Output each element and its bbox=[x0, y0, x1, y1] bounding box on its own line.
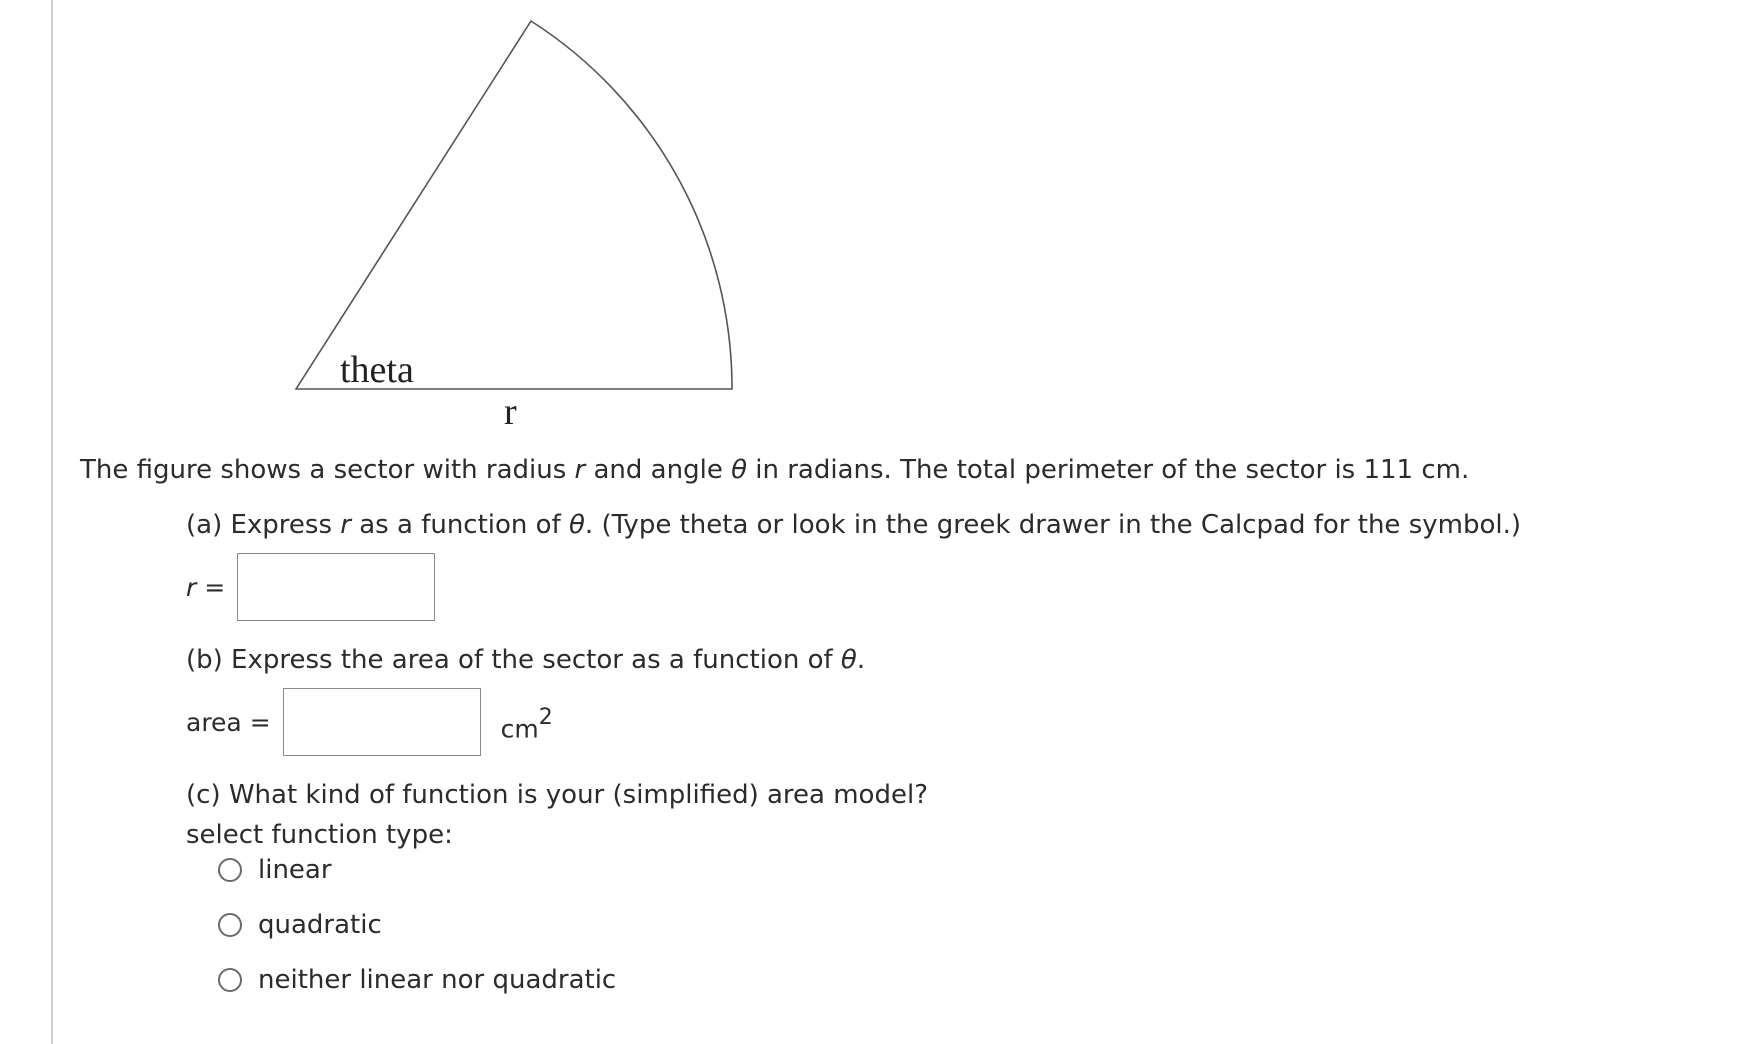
option-label: linear bbox=[258, 855, 332, 885]
part-a-text: (a) Express bbox=[186, 510, 341, 540]
sector-figure bbox=[0, 0, 760, 430]
var-theta: θ bbox=[840, 645, 857, 675]
angle-label: theta bbox=[340, 349, 414, 391]
part-a-prompt bbox=[186, 510, 1521, 540]
statement-text: and angle bbox=[585, 455, 732, 485]
r-answer-input[interactable] bbox=[237, 553, 435, 621]
area-answer-row bbox=[186, 688, 553, 756]
var-theta: θ bbox=[731, 455, 747, 485]
r-label bbox=[186, 573, 225, 602]
statement-text: in radians. The total perimeter of the sector is 111 cm. bbox=[747, 455, 1470, 485]
option-linear[interactable] bbox=[218, 855, 332, 885]
radio-button[interactable] bbox=[218, 913, 242, 937]
r-answer-row bbox=[186, 553, 435, 621]
part-b-text: . bbox=[856, 645, 866, 675]
sector-outline bbox=[296, 21, 732, 389]
problem-statement bbox=[80, 455, 1469, 485]
r-label-eq: = bbox=[196, 572, 226, 602]
var-theta: θ bbox=[569, 510, 585, 540]
part-a-text: as a function of bbox=[350, 510, 569, 540]
statement-text: The figure shows a sector with radius bbox=[80, 455, 575, 485]
area-label: area = bbox=[186, 707, 271, 737]
area-unit-exponent: 2 bbox=[538, 704, 553, 730]
part-b-text: (b) Express the area of the sector as a function of bbox=[186, 645, 841, 675]
radio-button[interactable] bbox=[218, 858, 242, 882]
radius-label: r bbox=[504, 391, 517, 430]
part-c-prompt: (c) What kind of function is your (simplified) area model? bbox=[186, 780, 928, 810]
part-a-text: . (Type theta or look in the greek drawer in the Calcpad for the symbol.) bbox=[584, 510, 1521, 540]
part-b-prompt bbox=[186, 645, 865, 675]
select-function-label: select function type: bbox=[186, 820, 453, 850]
option-label: quadratic bbox=[258, 910, 382, 940]
option-quadratic[interactable] bbox=[218, 910, 382, 940]
area-answer-input[interactable] bbox=[283, 688, 481, 756]
var-r: r bbox=[574, 455, 586, 485]
area-unit bbox=[500, 704, 553, 744]
var-r: r bbox=[340, 510, 351, 540]
radio-button[interactable] bbox=[218, 968, 242, 992]
r-label-var: r bbox=[186, 572, 197, 602]
option-label: neither linear nor quadratic bbox=[258, 965, 617, 995]
option-neither[interactable] bbox=[218, 965, 616, 995]
area-unit-base: cm bbox=[500, 714, 539, 744]
